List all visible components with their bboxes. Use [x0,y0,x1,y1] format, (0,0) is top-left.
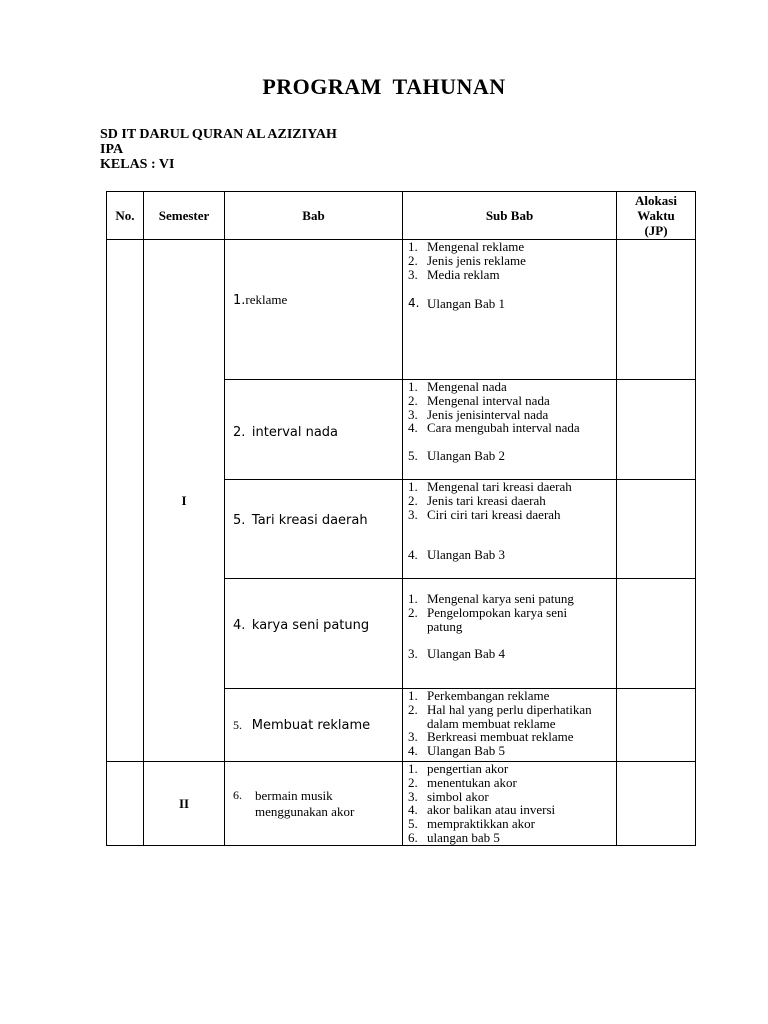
table-row [107,240,696,380]
list-item: 2. Jenis jenis reklame [408,252,526,268]
list-item: 6. ulangan bab 5 [408,829,500,845]
list-item: 1. Mengenal tari kreasi daerah [408,479,572,494]
header-subbab: Sub Bab [403,192,617,240]
list-item: 1. Perkembangan reklame [408,688,550,703]
alokasi-cell [617,579,696,689]
list-item: 2. Jenis tari kreasi daerah [408,492,546,508]
program-table [106,191,696,846]
bab-cell: 6. bermain musik menggunakan akor [225,762,403,846]
list-item: 3. Jenis jenisinterval nada [408,406,549,422]
semester-cell: II [144,762,225,846]
list-item: 1. pengertian akor [408,761,509,776]
header-semester: Semester [144,192,225,240]
list-item: 3. Ulangan Bab 4 [408,646,505,662]
bab-cell: 1.reklame [225,240,403,380]
document-meta [100,127,337,172]
header-no: No. [107,192,144,240]
list-item: 2. menentukan akor [408,774,517,790]
school-name: SD IT DARUL QURAN AL AZIZIYAH [100,127,337,142]
alokasi-cell [617,480,696,579]
list-item: 2. Pengelompokan karya seni patung [408,604,568,634]
bab-cell: 2. interval nada [225,380,403,480]
list-item: 5. Ulangan Bab 2 [408,448,505,464]
list-item: 4. Cara mengubah interval nada [408,420,580,436]
subbab-cell [403,240,617,380]
list-item: 1. Mengenal karya seni patung [408,591,574,606]
header-alokasi: Alokasi Waktu (JP) [617,192,696,240]
list-item: 1. Mengenal reklame [408,239,525,254]
list-item: 5. mempraktikkan akor [408,816,535,832]
list-item: 3. Berkreasi membuat reklame [408,729,574,745]
list-item: 4. Ulangan Bab 5 [408,743,505,759]
subject-name: IPA [100,142,124,157]
no-cell [107,240,144,762]
bab-cell: 4. karya seni patung [225,579,403,689]
page-title: PROGRAM TAHUNAN [262,74,506,99]
subbab-cell [403,380,617,480]
alokasi-cell [617,240,696,380]
list-item: 3. Ciri ciri tari kreasi daerah [408,506,561,522]
subbab-cell [403,762,617,846]
list-item: 3. simbol akor [408,788,489,804]
list-item: 4. Ulangan Bab 3 [408,547,505,563]
bab-cell: 5. Tari kreasi daerah [225,480,403,579]
alokasi-cell [617,762,696,846]
list-item: 4. Ulangan Bab 1 [408,296,505,312]
table-row [107,762,696,846]
subbab-cell [403,480,617,579]
subbab-cell [403,579,617,689]
list-item: 2. Mengenal interval nada [408,392,550,408]
subbab-cell [403,689,617,762]
bab-cell: 5. Membuat reklame [225,689,403,762]
list-item: 2. Hal hal yang perlu diperhatikan dalam membuat reklame [408,701,592,731]
semester-cell: I [144,240,225,762]
header-bab: Bab [225,192,403,240]
list-item: 3. Media reklam [408,266,500,282]
list-item: 1. Mengenal nada [408,379,507,394]
list-item: 4. akor balikan atau inversi [408,802,556,818]
table-header-row [107,192,696,240]
class-label: KELAS : VI [100,157,175,172]
alokasi-cell [617,380,696,480]
no-cell [107,762,144,846]
alokasi-cell [617,689,696,762]
